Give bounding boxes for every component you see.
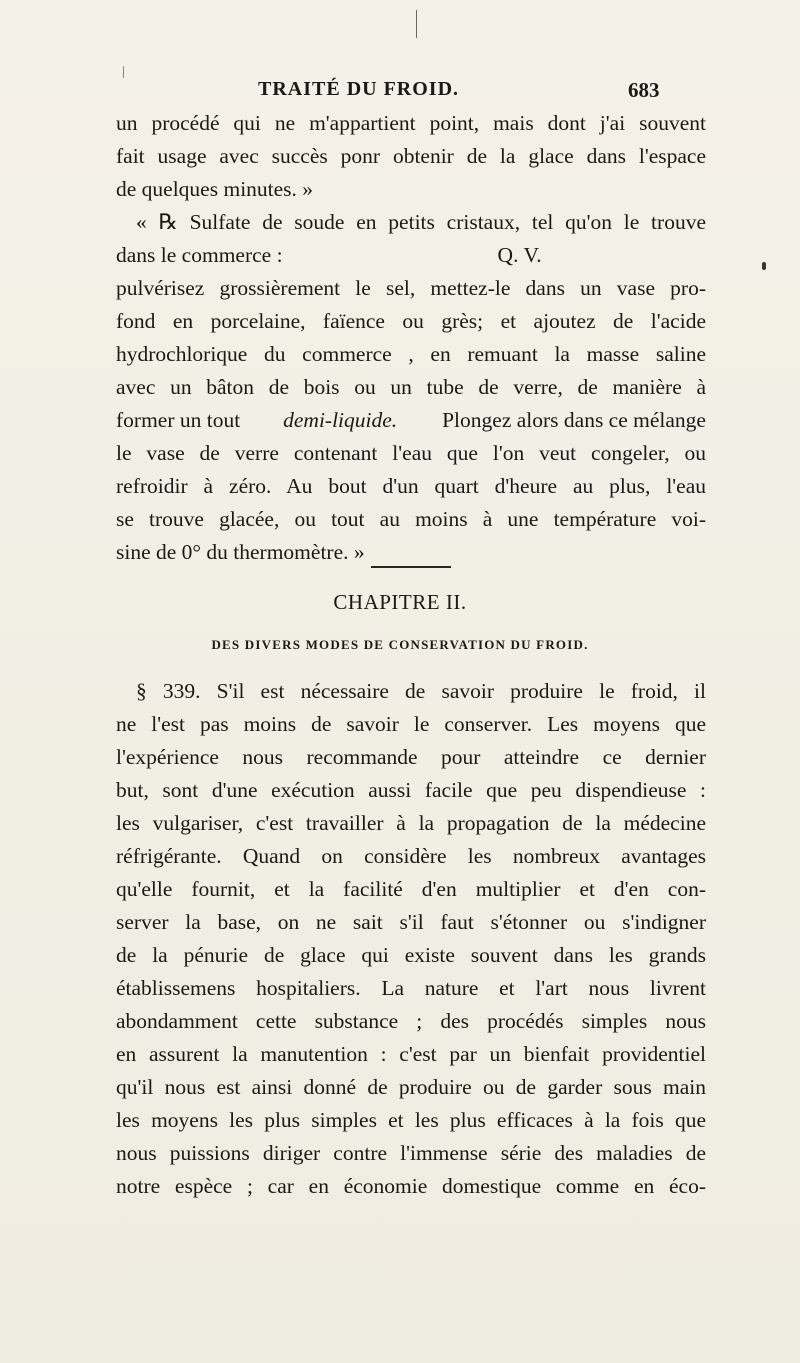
text-line: fond en porcelaine, faïence ou grès; et ajoutez de l'acide	[116, 309, 706, 333]
text-line: ne l'est pas moins de savoir le conserver. Les moyens que	[116, 712, 706, 736]
scan-artifact-dot	[762, 262, 766, 270]
text-line: qu'elle fournit, et la facilité d'en multiplier et d'en con-	[116, 877, 706, 901]
text-line: « ℞ Sulfate de soude en petits cristaux, tel qu'on le trouve	[136, 210, 706, 234]
text-line: nous puissions diriger contre l'immense série des maladies de	[116, 1141, 706, 1165]
text-line: de quelques minutes. »	[116, 177, 314, 201]
text-line: fait usage avec succès ponr obtenir de la glace dans l'espace	[116, 144, 706, 168]
text-line: refroidir à zéro. Au bout d'un quart d'heure au plus, l'eau	[116, 474, 706, 498]
chapter-subtitle: DES DIVERS MODES DE CONSERVATION DU FROID.	[211, 637, 589, 652]
text-line: avec un bâton de bois ou un tube de verre, de manière à	[116, 375, 706, 399]
chapter-title: CHAPITRE II.	[333, 590, 467, 614]
scan-artifact-mark	[416, 10, 417, 38]
text-line: les vulgariser, c'est travailler à la propagation de la médecine	[116, 811, 706, 835]
page-header	[0, 72, 800, 112]
text-line-part: Plongez alors dans ce mélange	[442, 408, 706, 432]
text-line: un procédé qui ne m'appartient point, mais dont j'ai souvent	[116, 111, 706, 135]
text-line: se trouve glacée, ou tout au moins à une température voi-	[116, 507, 706, 531]
text-line: réfrigérante. Quand on considère les nombreux avantages	[116, 844, 706, 868]
page-number: 683	[628, 78, 660, 102]
text-line: pulvérisez grossièrement le sel, mettez-le dans un vase pro-	[116, 276, 706, 300]
paragraph-section-339	[116, 675, 706, 1203]
text-line: hydrochlorique du commerce , en remuant la masse saline	[116, 342, 706, 366]
running-head: TRAITÉ DU FROID.	[258, 78, 460, 100]
text-line: de la pénurie de glace qui existe souvent dans les grands	[116, 943, 706, 967]
text-line: server la base, on ne sait s'il faut s'étonner ou s'indigner	[116, 910, 706, 934]
text-line: but, sont d'une exécution aussi facile que peu dispendieuse :	[116, 778, 706, 802]
text-line: établissemens hospitaliers. La nature et l'art nous livrent	[116, 976, 706, 1000]
text-line	[116, 239, 706, 272]
paragraph-quoted-procedure	[116, 107, 706, 569]
text-line: l'expérience nous recommande pour atteindre ce dernier	[116, 745, 706, 769]
text-line: le vase de verre contenant l'eau que l'on veut congeler, ou	[116, 441, 706, 465]
section-divider	[371, 566, 451, 568]
text-line-part: dans le commerce : Q. V.	[116, 243, 542, 267]
text-line: notre espèce ; car en économie domestique comme en éco-	[116, 1174, 706, 1198]
text-line: qu'il nous est ainsi donné de produire ou de garder sous main	[116, 1075, 706, 1099]
text-line: les moyens les plus simples et les plus efficaces à la fois que	[116, 1108, 706, 1132]
text-line	[116, 404, 706, 437]
text-line-part: former un tout	[116, 408, 241, 432]
text-line: § 339. S'il est nécessaire de savoir produire le froid, il	[136, 679, 706, 703]
emphasized-term: demi-liquide.	[283, 408, 398, 432]
text-line: abondamment cette substance ; des procédés simples nous	[116, 1009, 706, 1033]
text-line: sine de 0° du thermomètre. »	[116, 540, 365, 564]
text-line: en assurent la manutention : c'est par un bienfait providentiel	[116, 1042, 706, 1066]
